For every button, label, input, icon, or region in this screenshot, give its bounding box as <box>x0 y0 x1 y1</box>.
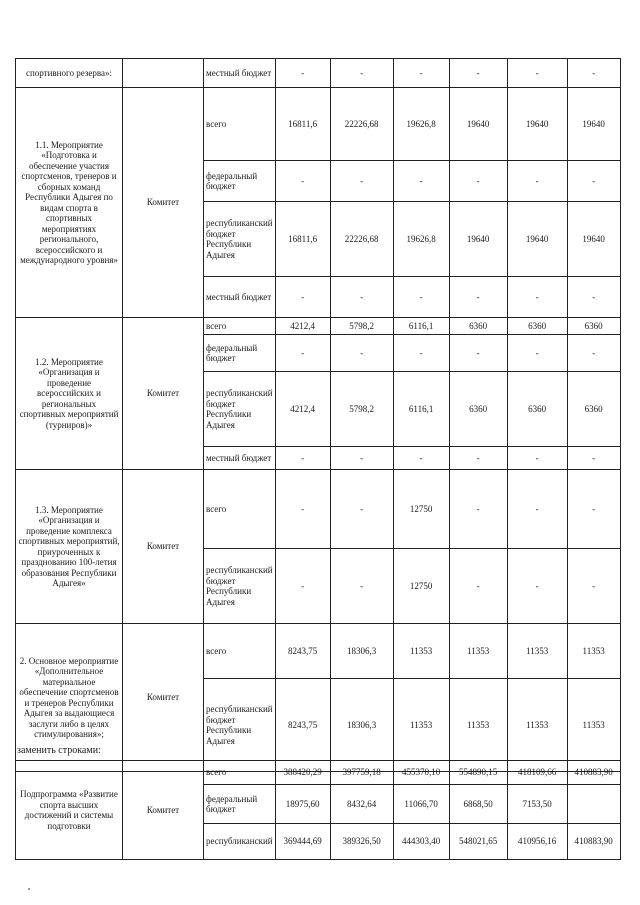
value-cell: - <box>275 59 330 88</box>
value-cell: 410956,16 <box>507 824 567 860</box>
value-cell: 11353 <box>449 679 507 772</box>
value-cell: - <box>330 59 393 88</box>
budget-table-bottom <box>15 760 621 860</box>
value-cell: - <box>330 277 393 318</box>
funding-source-cell: всего <box>204 470 276 549</box>
value-cell: - <box>507 470 567 549</box>
funding-source-cell: местный бюджет <box>204 59 276 88</box>
value-cell: 12750 <box>393 470 449 549</box>
subprogram-name-cell: Подпрограмма «Развитие спорта высших достижений и системы подготовки <box>16 761 123 860</box>
responsible-cell: Комитет <box>123 624 204 772</box>
value-cell: - <box>330 161 393 202</box>
funding-source-cell: местный бюджет <box>204 277 276 318</box>
value-cell: 19640 <box>507 202 567 277</box>
replace-caption: заменить строками: <box>17 745 101 756</box>
value-cell: - <box>393 59 449 88</box>
value-cell: 12750 <box>393 549 449 624</box>
value-cell: 6868,50 <box>449 785 507 824</box>
value-cell: 18975,60 <box>275 785 330 824</box>
value-cell: - <box>507 59 567 88</box>
value-cell: 18306,3 <box>330 679 393 772</box>
funding-source-cell: республиканский бюджет Республики Адыгея <box>204 372 276 447</box>
value-cell: 11353 <box>507 679 567 772</box>
value-cell: 6360 <box>567 372 620 447</box>
value-cell: 11353 <box>567 624 620 679</box>
value-cell: 7153,50 <box>507 785 567 824</box>
value-cell: - <box>449 447 507 470</box>
table-row <box>16 761 621 785</box>
value-cell: 6116,1 <box>393 372 449 447</box>
value-cell: 8243,75 <box>275 679 330 772</box>
value-cell: 397759,18 <box>330 761 393 785</box>
value-cell: 11353 <box>449 624 507 679</box>
value-cell: 16811,6 <box>275 88 330 161</box>
responsible-cell <box>123 59 204 88</box>
value-cell: - <box>567 335 620 372</box>
value-cell: - <box>567 161 620 202</box>
value-cell <box>567 785 620 824</box>
budget-table-top <box>15 58 621 772</box>
value-cell: - <box>567 447 620 470</box>
value-cell: - <box>567 549 620 624</box>
value-cell: 8243,75 <box>275 624 330 679</box>
value-cell: 11066,70 <box>393 785 449 824</box>
activity-name-cell: 2. Основное мероприятие «Дополнительное материальное обеспечение спортсменов и тренеров Республики Адыгея за выдающиеся заслуги либо в целях стимулирования»; <box>16 624 123 772</box>
value-cell: 410883,90 <box>567 824 620 860</box>
activity-name-cell: спортивного резерва»: <box>16 59 123 88</box>
value-cell: 6360 <box>567 318 620 335</box>
value-cell: 22226,68 <box>330 202 393 277</box>
value-cell: 6116,1 <box>393 318 449 335</box>
funding-source-cell: республиканский бюджет Республики Адыгея <box>204 549 276 624</box>
funding-source-cell: федеральный бюджет <box>204 335 276 372</box>
value-cell: 455370,10 <box>393 761 449 785</box>
value-cell: 6360 <box>449 318 507 335</box>
value-cell: - <box>507 277 567 318</box>
value-cell: - <box>449 59 507 88</box>
table-row <box>16 318 621 335</box>
funding-source-cell: республиканский бюджет Республики Адыгея <box>204 679 276 772</box>
value-cell: 18306,3 <box>330 624 393 679</box>
value-cell: 5798,2 <box>330 318 393 335</box>
value-cell: 11353 <box>567 679 620 772</box>
value-cell: 8432,64 <box>330 785 393 824</box>
responsible-cell: Комитет <box>123 761 204 860</box>
value-cell: 19640 <box>507 88 567 161</box>
value-cell: 11353 <box>507 624 567 679</box>
value-cell: - <box>449 335 507 372</box>
responsible-cell: Комитет <box>123 88 204 318</box>
value-cell: - <box>567 470 620 549</box>
value-cell: 4212,4 <box>275 318 330 335</box>
responsible-cell: Комитет <box>123 470 204 624</box>
value-cell: - <box>275 447 330 470</box>
value-cell: 418109,66 <box>507 761 567 785</box>
funding-source-cell: республиканский <box>204 824 276 860</box>
value-cell: 6360 <box>507 372 567 447</box>
activity-name-cell: 1.2. Мероприятие «Организация и проведение всероссийских и региональных спортивных мероприятий (турниров)» <box>16 318 123 470</box>
value-cell: 19640 <box>449 88 507 161</box>
value-cell: - <box>330 335 393 372</box>
value-cell: - <box>393 447 449 470</box>
value-cell: 19640 <box>567 202 620 277</box>
value-cell: - <box>507 161 567 202</box>
value-cell: - <box>449 470 507 549</box>
value-cell: 389326,50 <box>330 824 393 860</box>
value-cell: 444303,40 <box>393 824 449 860</box>
scan-speck <box>28 888 30 890</box>
value-cell: 548021,65 <box>449 824 507 860</box>
funding-source-cell: всего <box>204 318 276 335</box>
value-cell: 19640 <box>449 202 507 277</box>
value-cell: 16811,6 <box>275 202 330 277</box>
value-cell: - <box>275 161 330 202</box>
funding-source-cell: всего <box>204 624 276 679</box>
value-cell: - <box>507 549 567 624</box>
table-row <box>16 470 621 549</box>
value-cell: 388420,29 <box>275 761 330 785</box>
funding-source-cell: федеральный бюджет <box>204 785 276 824</box>
value-cell: - <box>567 59 620 88</box>
value-cell: - <box>393 335 449 372</box>
value-cell: - <box>330 470 393 549</box>
value-cell: - <box>507 335 567 372</box>
value-cell: 22226,68 <box>330 88 393 161</box>
value-cell: - <box>330 549 393 624</box>
value-cell: - <box>449 277 507 318</box>
value-cell: 554890,15 <box>449 761 507 785</box>
value-cell: 369444,69 <box>275 824 330 860</box>
value-cell: - <box>449 549 507 624</box>
value-cell: 11353 <box>393 624 449 679</box>
value-cell: 6360 <box>507 318 567 335</box>
value-cell: - <box>507 447 567 470</box>
table-row <box>16 59 621 88</box>
value-cell: 19640 <box>567 88 620 161</box>
value-cell: - <box>275 335 330 372</box>
value-cell: - <box>275 277 330 318</box>
value-cell: - <box>330 447 393 470</box>
responsible-cell: Комитет <box>123 318 204 470</box>
value-cell: 19626,8 <box>393 88 449 161</box>
funding-source-cell: местный бюджет <box>204 447 276 470</box>
value-cell: 410883,90 <box>567 761 620 785</box>
value-cell: 6360 <box>449 372 507 447</box>
activity-name-cell: 1.3. Мероприятие «Организация и проведение комплекса спортивных мероприятий, приуроченных к празднованию 100-летия образования Республики Адыгея» <box>16 470 123 624</box>
value-cell: 11353 <box>393 679 449 772</box>
value-cell: 4212,4 <box>275 372 330 447</box>
value-cell: - <box>275 470 330 549</box>
funding-source-cell: всего <box>204 88 276 161</box>
value-cell: - <box>393 161 449 202</box>
value-cell: - <box>275 549 330 624</box>
activity-name-cell: 1.1. Мероприятие «Подготовка и обеспечение участия спортсменов, тренеров и сборных команд Республики Адыгея по видам спорта в спортивных мероприятиях регионального, всероссийского и международного уровня» <box>16 88 123 318</box>
funding-source-cell: республиканский бюджет Республики Адыгея <box>204 202 276 277</box>
funding-source-cell: всего <box>204 761 276 785</box>
table-row <box>16 88 621 161</box>
value-cell: - <box>449 161 507 202</box>
value-cell: - <box>567 277 620 318</box>
value-cell: - <box>393 277 449 318</box>
value-cell: 19626,8 <box>393 202 449 277</box>
value-cell: 5798,2 <box>330 372 393 447</box>
funding-source-cell: федеральный бюджет <box>204 161 276 202</box>
table-row <box>16 624 621 679</box>
